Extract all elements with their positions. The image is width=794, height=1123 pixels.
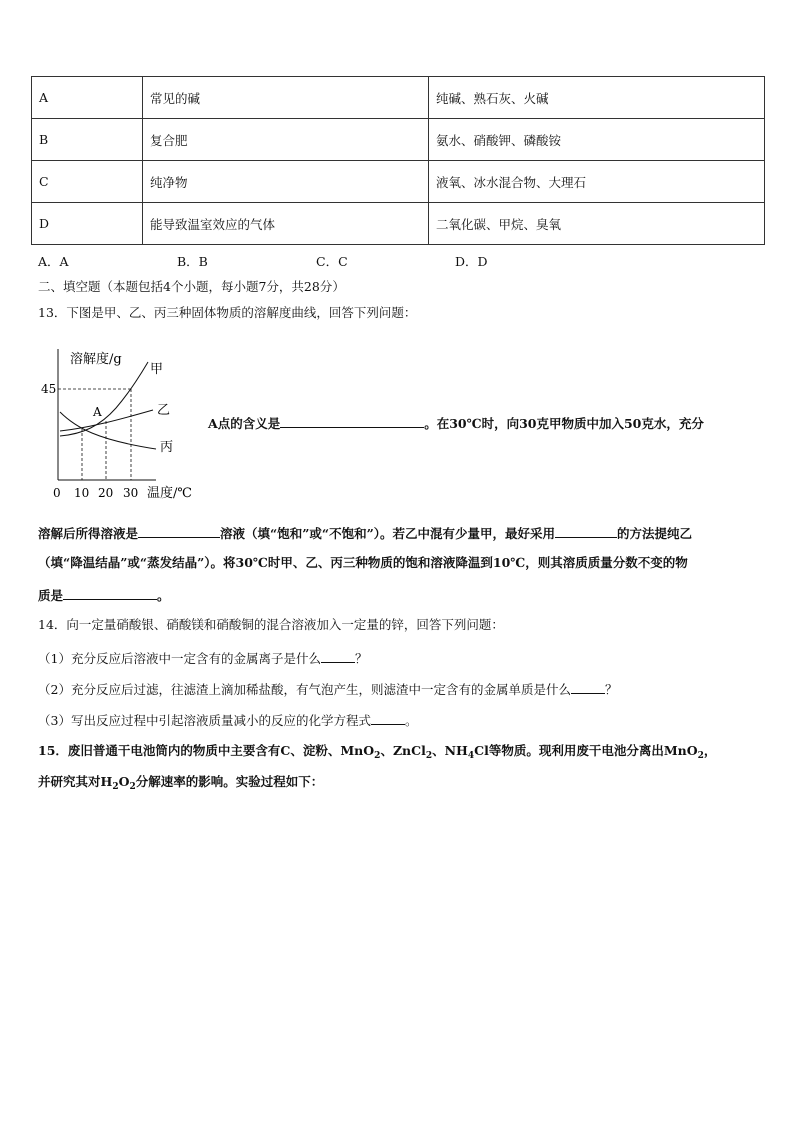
answer-blank-equation[interactable] [371,710,405,725]
subscript-4: 4 [467,751,475,761]
subscript-2: 2 [425,751,433,761]
table-row [32,203,765,245]
examples-cell: 氨水、硝酸钾、磷酸铵 [429,119,765,161]
series-label-yi: 乙 [157,403,171,418]
q13-line2-c: 的方法提纯乙 [617,526,693,541]
x-tick-30: 30 [123,486,139,500]
q13-line4-a: 质是 [38,588,64,603]
answer-choices [38,253,594,271]
answer-blank-metals[interactable] [571,679,605,694]
choice-d[interactable]: D．D [455,254,488,269]
question-15-line-2 [38,773,323,791]
q15-l1-e: ， [703,743,717,758]
examples-cell: 二氧化碳、甲烷、臭氧 [429,203,765,245]
q14-p1-end: ？ [354,651,368,666]
q15-l2-b: O [118,774,130,789]
table-row [32,77,765,119]
q14-part-1 [38,648,367,668]
curve-jia [60,362,148,436]
q15-l2-c: 分解速率的影响。实验过程如下： [135,774,324,789]
subscript-2: 2 [374,751,381,761]
category-cell: 纯净物 [143,161,429,203]
q14-p2-end: ？ [604,682,618,697]
x-tick-0: 0 [53,486,61,500]
subscript-2: 2 [112,782,119,792]
q15-l1-c: 、NH [432,743,468,758]
answer-blank-meaning[interactable] [280,413,424,428]
choice-b[interactable]: B．B [177,254,208,269]
q14-p2-text: （2）充分反应后过滤，往滤渣上滴加稀盐酸，有气泡产生，则滤渣中一定含有的金属单质是什么 [38,682,571,697]
q14-p3-end: 。 [404,713,418,728]
series-label-bing: 丙 [160,440,174,455]
table-row [32,119,765,161]
option-letter: D [32,203,143,245]
q13-line2-b: 溶液（填“饱和”或“不饱和”）。若乙中混有少量甲，最好采用 [220,526,556,541]
q14-part-2 [38,679,617,699]
choice-c[interactable]: C．C [316,254,348,269]
y-axis-label: 溶解度/g [70,352,122,367]
series-label-jia: 甲 [150,362,164,377]
subscript-2: 2 [129,782,136,792]
section-heading: 二、填空题（本题包括4个小题，每小题7分，共28分） [38,279,345,294]
answer-blank-method[interactable] [555,523,617,538]
option-letter: C [32,161,143,203]
q13-line-2 [38,523,692,543]
category-cell: 能导致温室效应的气体 [143,203,429,245]
option-letter: A [32,77,143,119]
y-tick-45: 45 [41,382,57,396]
q14-p1-text: （1）充分反应后溶液中一定含有的金属离子是什么 [38,651,321,666]
category-cell: 常见的碱 [143,77,429,119]
q15-l2-a: 并研究其对H [38,774,113,789]
q13-line2-a: 溶解后所得溶液是 [38,526,139,541]
curve-bing [60,412,156,449]
answer-blank-solution[interactable] [138,523,220,538]
table-row [32,161,765,203]
q14-p3-text: （3）写出反应过程中引起溶液质量减小的反应的化学方程式 [38,713,371,728]
q15-l1-a: 15．废旧普通干电池筒内的物质中主要含有C、淀粉、MnO [38,743,375,758]
q13-line-3: （填“降温结晶”或“蒸发结晶”）。将30℃时甲、乙、丙三种物质的饱和溶液降温到10℃，则其溶质质量分数不变的物 [38,555,688,570]
q15-l1-b: 、ZnCl [380,743,426,758]
q13-side-a: A点的含义是 [208,416,281,431]
answer-blank-ions[interactable] [321,648,355,663]
subscript-2: 2 [697,751,704,761]
q14-part-3 [38,710,417,730]
q15-l1-d: Cl等物质。现利用废干电池分离出MnO [474,743,698,758]
x-axis-label: 温度/℃ [147,486,192,501]
q13-side-b: 。在30℃时，向30克甲物质中加入50克水，充分 [424,416,704,431]
option-letter: B [32,119,143,161]
question-15-line-1 [38,742,716,760]
question-13-stem: 13．下图是甲、乙、丙三种固体物质的溶解度曲线，回答下列问题： [38,305,417,320]
question-14-stem: 14．向一定量硝酸银、硝酸镁和硝酸铜的混合溶液加入一定量的锌，回答下列问题： [38,617,504,632]
q13-line4-b: 。 [157,588,170,603]
q13-side-text [208,413,704,433]
category-cell: 复合肥 [143,119,429,161]
answer-blank-substance[interactable] [63,585,157,600]
curve-yi [60,410,153,431]
classification-table [31,76,765,245]
point-a-label: A [93,405,102,419]
x-tick-10: 10 [74,486,90,500]
x-tick-20: 20 [98,486,114,500]
q13-line-4 [38,585,170,605]
examples-cell: 纯碱、熟石灰、火碱 [429,77,765,119]
choice-a[interactable]: A．A [38,254,69,269]
examples-cell: 液氧、冰水混合物、大理石 [429,161,765,203]
